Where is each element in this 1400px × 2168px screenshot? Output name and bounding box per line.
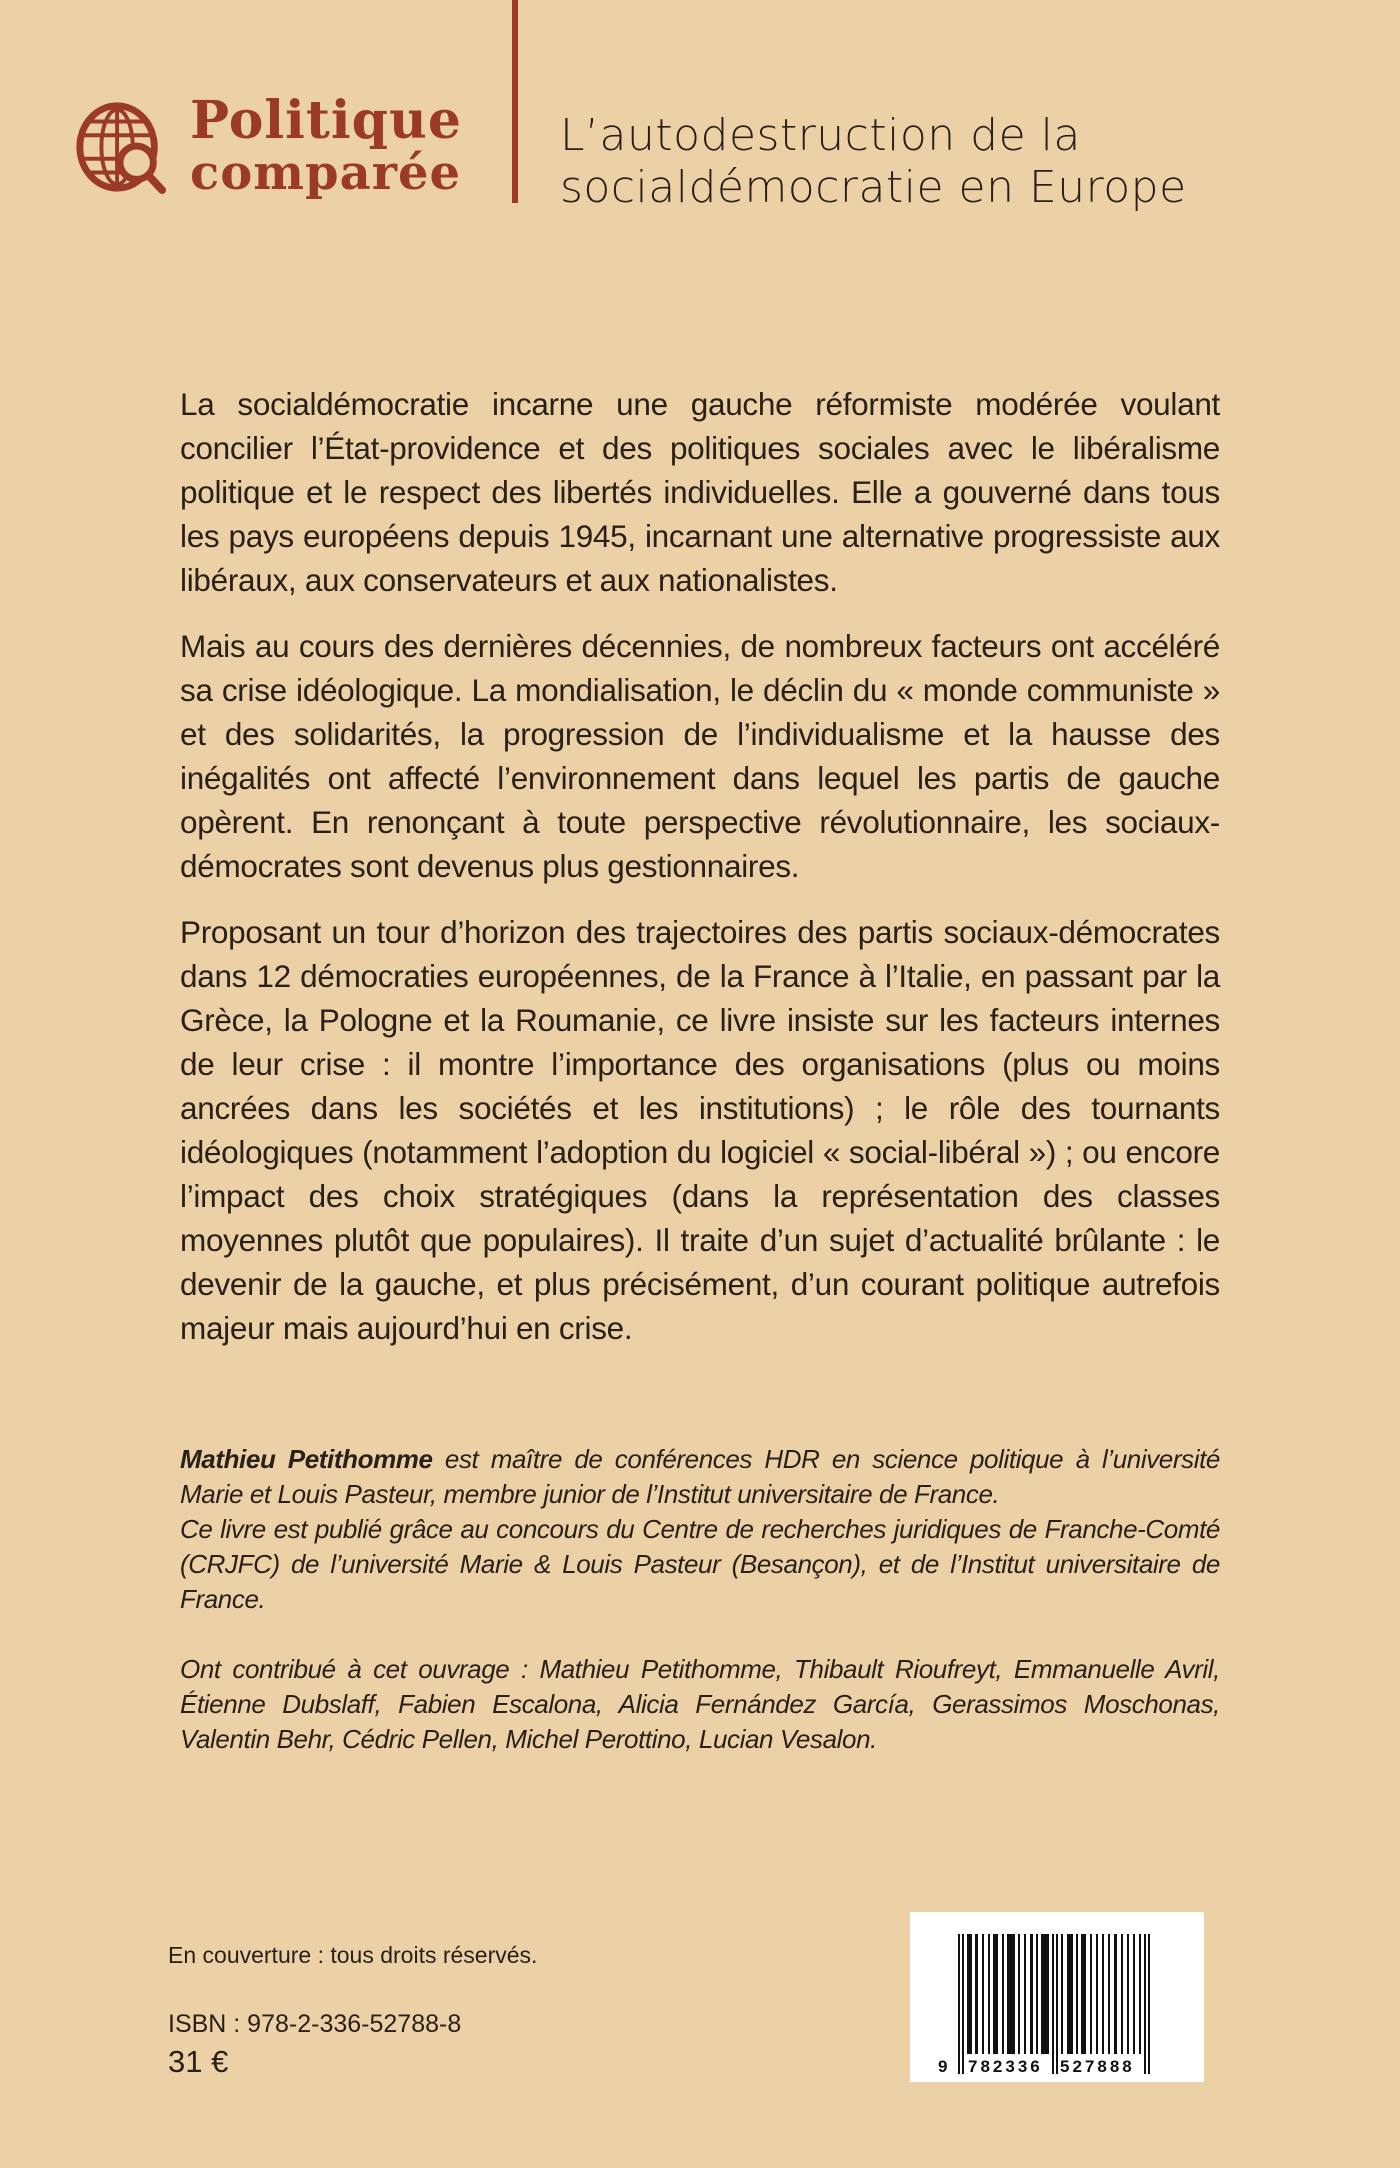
author-bio xyxy=(180,1442,1220,1512)
book-title xyxy=(560,110,1187,214)
series-name-line2: comparée xyxy=(190,145,462,201)
blurb-paragraph: Proposant un tour d’horizon des trajectoires des partis sociaux-démocrates dans 12 démocraties européennes, de la France à l’Italie, en passant par la Grèce, la Pologne et la Roumanie, ce livre insiste sur les facteurs internes de leur crise : il montre l’importance des organisations (plus ou moins ancrées dans les sociétés et les institutions) ; le rôle des tournants idéologiques (notamment l’adoption du logiciel « social-libéral ») ; ou encore l’impact des choix stratégiques (dans la représentation des classes moyennes plutôt que populaires). Il traite d’un sujet d’actualité brûlante : le devenir de la gauche, et plus précisément, d’un courant politique autrefois majeur mais aujourd’hui en crise. xyxy=(180,914,1220,1346)
svg-text:527888: 527888 xyxy=(1060,2057,1135,2076)
barcode-icon xyxy=(910,1912,1204,2082)
author-name: Mathieu Petithomme xyxy=(180,1444,433,1474)
author-bio-text: est maître de conférences HDR en science politique à l’université Marie et Louis Pasteur, membre junior de l’Institut universitaire de France. xyxy=(180,1444,1220,1509)
book-title-line1: L’autodestruction de la xyxy=(560,110,1081,161)
price: 31 € xyxy=(168,2044,229,2079)
globe-magnifier-icon xyxy=(72,98,170,196)
blurb-paragraph: Mais au cours des dernières décennies, de nombreux facteurs ont accéléré sa crise idéologique. La mondialisation, le déclin du « monde communiste » et des solidarités, la progression de l’individualisme et la hausse des inégalités ont affecté l’environnement dans lequel les partis de gauche opèrent. En renonçant à toute perspective révolutionnaire, les sociaux-démocrates sont devenus plus gestionnaires. xyxy=(180,628,1220,884)
series-name-line1: Politique xyxy=(190,90,462,151)
svg-text:9: 9 xyxy=(938,2057,948,2076)
publication-info xyxy=(168,1940,537,2080)
blurb-paragraph: La socialdémocratie incarne une gauche réformiste modérée voulant concilier l’État-providence et des politiques sociales avec le libéralisme politique et le respect des libertés individuelles. Elle a gouverné dans tous les pays européens depuis 1945, incarnant une alternative progressiste aux libéraux, aux conservateurs et aux nationalistes. xyxy=(180,386,1220,598)
isbn: ISBN : 978-2-336-52788-8 xyxy=(168,2010,462,2038)
series-logo xyxy=(72,90,462,201)
contributors: Ont contribué à cet ouvrage : Mathieu Petithomme, Thibault Rioufreyt, Emmanuelle Avril, Étienne Dubslaff, Fabien Escalona, Alicia Fernández García, Gerassimos Moschonas, Valentin Behr, Cédric Pellen, Michel Perottino, Lucian Vesalon. xyxy=(180,1654,1220,1754)
svg-text:782336: 782336 xyxy=(968,2057,1043,2076)
book-title-line2: socialdémocratie en Europe xyxy=(560,162,1187,213)
series-name xyxy=(190,90,462,201)
header-divider xyxy=(512,0,518,203)
cover-credit: En couverture : tous droits réservés. xyxy=(168,1942,538,1968)
funding-note: Ce livre est publié grâce au concours du Centre de recherches juridiques de Franche-Comté (CRJFC) de l’université Marie & Louis Pasteur (Besançon), et de l’Institut universitaire de France. xyxy=(180,1514,1220,1614)
author-info xyxy=(180,1442,1220,1757)
blurb xyxy=(180,382,1220,1372)
barcode xyxy=(910,1912,1204,2082)
